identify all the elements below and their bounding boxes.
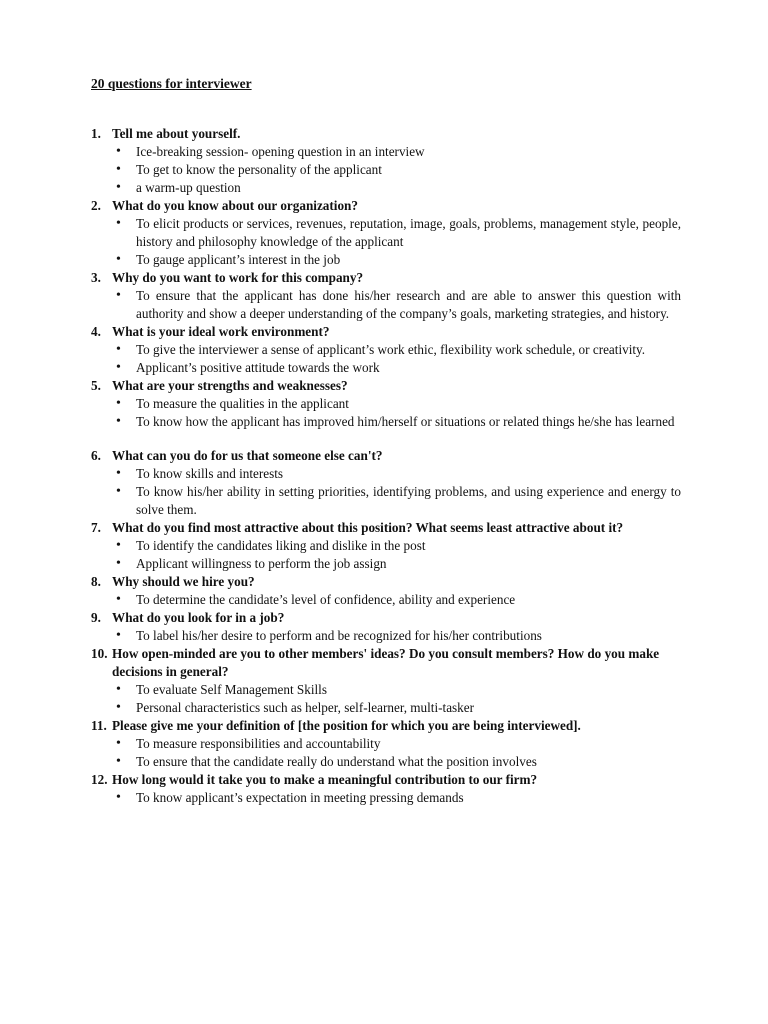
bullet-point: • To give the interviewer a sense of applicant’s work ethic, flexibility work schedule, or creativity.	[91, 341, 681, 359]
question-text: How long would it take you to make a meaningful contribution to our firm?	[112, 772, 538, 787]
document-title: 20 questions for interviewer	[91, 76, 252, 91]
question-3	[91, 269, 681, 287]
question-number: 11.	[91, 718, 107, 733]
bullet-point: • To label his/her desire to perform and be recognized for his/her contributions	[91, 627, 681, 645]
question-7-points	[91, 537, 681, 573]
question-number: 12.	[91, 772, 108, 787]
question-2-points	[91, 215, 681, 269]
question-number: 2.	[91, 198, 101, 213]
question-text: What do you look for in a job?	[112, 610, 285, 625]
question-8-points	[91, 591, 681, 609]
question-text: What can you do for us that someone else can't?	[112, 448, 383, 463]
question-text: Why do you want to work for this company?	[112, 270, 364, 285]
bullet-point: • To evaluate Self Management Skills	[91, 681, 681, 699]
question-number: 8.	[91, 574, 101, 589]
question-text: What is your ideal work environment?	[112, 324, 330, 339]
bullet-point: • To elicit products or services, revenues, reputation, image, goals, problems, management style, people, history and philosophy knowledge of the applicant	[91, 215, 681, 251]
bullet-point: • To know his/her ability in setting priorities, identifying problems, and using experience and energy to solve them.	[91, 483, 681, 519]
bullet-point: • Applicant’s positive attitude towards the work	[91, 359, 681, 377]
question-text: Tell me about yourself.	[112, 126, 241, 141]
question-7	[91, 519, 681, 537]
question-4	[91, 323, 681, 341]
bullet-point: • To get to know the personality of the applicant	[91, 161, 681, 179]
bullet-point: • To gauge applicant’s interest in the job	[91, 251, 681, 269]
question-text: What are your strengths and weaknesses?	[112, 378, 348, 393]
question-12	[91, 771, 681, 789]
question-6-points	[91, 465, 681, 519]
question-number: 7.	[91, 520, 101, 535]
question-8	[91, 573, 681, 591]
question-11-points	[91, 735, 681, 771]
question-number: 3.	[91, 270, 101, 285]
question-text: What do you know about our organization?	[112, 198, 358, 213]
question-9	[91, 609, 681, 627]
question-10	[91, 645, 681, 681]
question-number: 9.	[91, 610, 101, 625]
question-number: 6.	[91, 448, 101, 463]
question-9-points	[91, 627, 681, 645]
question-6	[91, 447, 681, 465]
bullet-point: • To know how the applicant has improved him/herself or situations or related things he/she has learned	[91, 413, 681, 431]
question-5-points	[91, 395, 681, 431]
bullet-point: • To ensure that the candidate really do understand what the position involves	[91, 753, 681, 771]
question-text: What do you find most attractive about this position? What seems least attractive about it?	[112, 520, 624, 535]
question-number: 4.	[91, 324, 101, 339]
question-5	[91, 377, 681, 395]
bullet-point: • To know applicant’s expectation in meeting pressing demands	[91, 789, 681, 807]
question-1	[91, 125, 681, 143]
bullet-point: • To measure responsibilities and accountability	[91, 735, 681, 753]
bullet-point: • Applicant willingness to perform the job assign	[91, 555, 681, 573]
paragraph-gap	[91, 431, 681, 447]
question-text: Why should we hire you?	[112, 574, 255, 589]
question-number: 10.	[91, 646, 108, 661]
question-list	[91, 125, 681, 807]
bullet-point: • To determine the candidate’s level of confidence, ability and experience	[91, 591, 681, 609]
question-number: 5.	[91, 378, 101, 393]
question-2	[91, 197, 681, 215]
question-number: 1.	[91, 126, 101, 141]
bullet-point: • Personal characteristics such as helper, self-learner, multi-tasker	[91, 699, 681, 717]
question-1-points	[91, 143, 681, 197]
question-4-points	[91, 341, 681, 377]
question-12-points	[91, 789, 681, 807]
question-text: Please give me your definition of [the position for which you are being interviewed].	[112, 718, 581, 733]
bullet-point: • To measure the qualities in the applicant	[91, 395, 681, 413]
question-10-points	[91, 681, 681, 717]
bullet-point: • a warm-up question	[91, 179, 681, 197]
bullet-point: • To identify the candidates liking and dislike in the post	[91, 537, 681, 555]
question-3-points	[91, 287, 681, 323]
bullet-point: • To ensure that the applicant has done his/her research and are able to answer this question with authority and show a deeper understanding of the company’s goals, marketing strategies, and history.	[91, 287, 681, 323]
question-11	[91, 717, 681, 735]
question-text: How open-minded are you to other members' ideas? Do you consult members? How do you make decisions in general?	[112, 646, 660, 679]
bullet-point: • To know skills and interests	[91, 465, 681, 483]
bullet-point: • Ice-breaking session- opening question in an interview	[91, 143, 681, 161]
